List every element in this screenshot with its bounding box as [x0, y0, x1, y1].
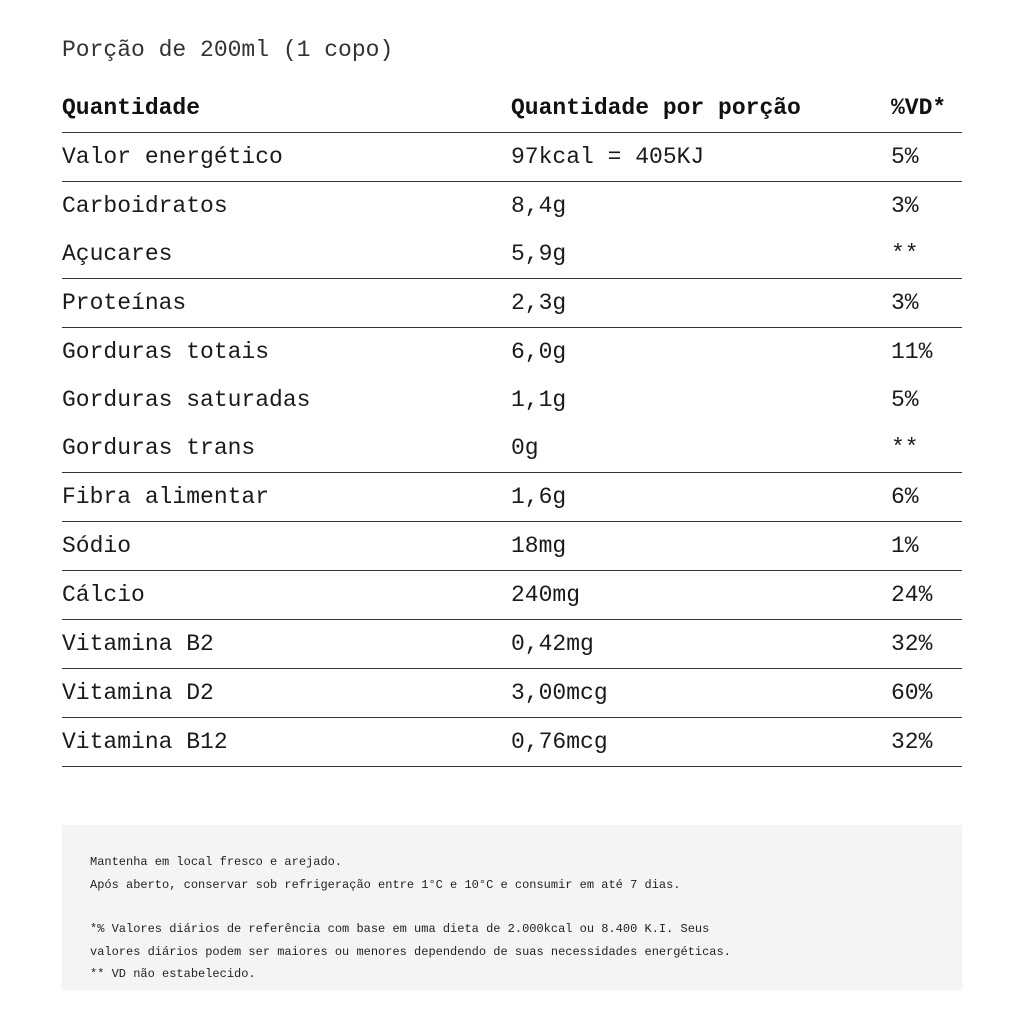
table-row [62, 718, 962, 767]
row-amount: 8,4g [511, 193, 567, 219]
nutrition-table [62, 84, 962, 767]
table-row [62, 328, 962, 376]
row-amount: 3,00mcg [511, 680, 608, 706]
row-amount: 0,76mcg [511, 729, 608, 755]
table-row [62, 230, 962, 279]
row-amount: 2,3g [511, 290, 567, 316]
table-row [62, 473, 962, 522]
row-name: Açucares [62, 241, 173, 267]
row-name: Gorduras saturadas [62, 387, 311, 413]
row-dv: 1% [891, 533, 919, 559]
row-name: Sódio [62, 533, 132, 559]
table-row [62, 424, 962, 473]
row-amount: 97kcal = 405KJ [511, 144, 705, 170]
row-dv: 32% [891, 729, 933, 755]
dv-note-line-2: valores diários podem ser maiores ou menores dependendo de suas necessidades energéticas. [90, 944, 731, 959]
row-dv: ** [891, 435, 919, 461]
notes-spacer [90, 896, 934, 918]
header-amount: Quantidade por porção [511, 95, 801, 121]
row-name: Gorduras trans [62, 435, 256, 461]
table-row [62, 669, 962, 718]
row-dv: 3% [891, 193, 919, 219]
table-header [62, 84, 962, 133]
row-name: Fibra alimentar [62, 484, 270, 510]
row-dv: 24% [891, 582, 933, 608]
row-amount: 5,9g [511, 241, 567, 267]
row-dv: ** [891, 241, 919, 267]
row-amount: 1,6g [511, 484, 567, 510]
row-name: Carboidratos [62, 193, 228, 219]
row-dv: 60% [891, 680, 933, 706]
storage-note-line-1: Mantenha em local fresco e arejado. [90, 855, 343, 869]
dv-note-line-1: *% Valores diários de referência com base em uma dieta de 2.000kcal ou 8.400 K.I. Seus [90, 922, 710, 936]
row-dv: 5% [891, 387, 919, 413]
row-name: Vitamina B12 [62, 729, 228, 755]
row-name: Vitamina D2 [62, 680, 214, 706]
header-name: Quantidade [62, 95, 201, 121]
table-row [62, 182, 962, 230]
table-row [62, 279, 962, 328]
row-amount: 1,1g [511, 387, 567, 413]
notes-box [62, 825, 962, 990]
table-row [62, 133, 962, 182]
row-amount: 18mg [511, 533, 567, 559]
storage-note-line-2: Após aberto, conservar sob refrigeração entre 1°C e 10°C e consumir em até 7 dias. [90, 877, 681, 892]
table-row [62, 522, 962, 571]
table-row [62, 620, 962, 669]
row-dv: 11% [891, 339, 933, 365]
header-dv: %VD* [891, 95, 947, 121]
serving-size: Porção de 200ml (1 copo) [62, 37, 394, 63]
row-name: Cálcio [62, 582, 145, 608]
row-dv: 6% [891, 484, 919, 510]
row-dv: 5% [891, 144, 919, 170]
row-name: Proteínas [62, 290, 187, 316]
row-name: Vitamina B2 [62, 631, 214, 657]
row-name: Gorduras totais [62, 339, 270, 365]
row-amount: 0g [511, 435, 539, 461]
row-dv: 3% [891, 290, 919, 316]
row-dv: 32% [891, 631, 933, 657]
table-row [62, 571, 962, 620]
table-row [62, 376, 962, 424]
dv-note-line-3: ** VD não estabelecido. [90, 967, 256, 981]
row-amount: 240mg [511, 582, 581, 608]
row-amount: 6,0g [511, 339, 567, 365]
row-name: Valor energético [62, 144, 283, 170]
row-amount: 0,42mg [511, 631, 594, 657]
